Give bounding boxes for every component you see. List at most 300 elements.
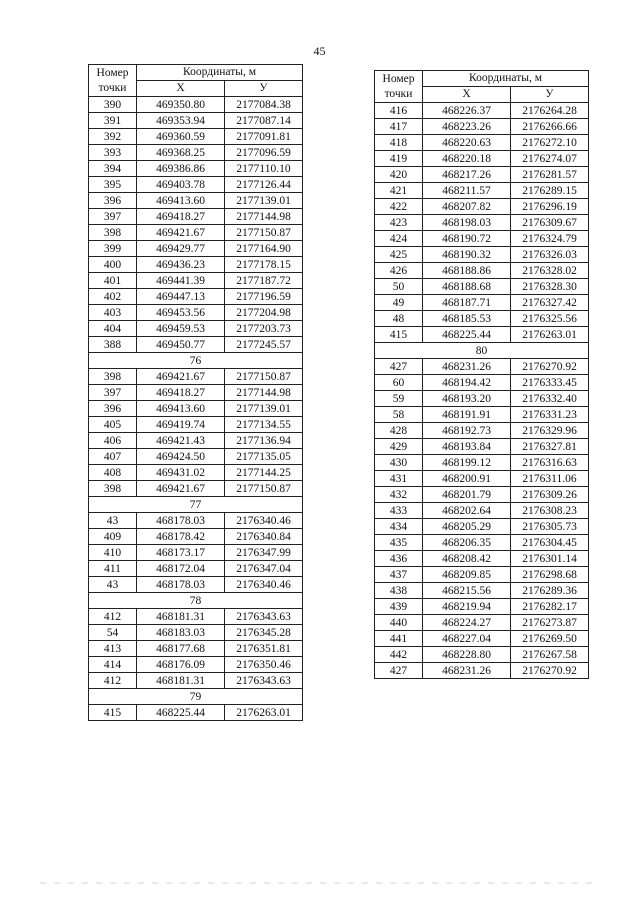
point-number-cell: 435 xyxy=(375,535,423,551)
point-number-header xyxy=(375,71,423,103)
point-number-cell: 427 xyxy=(375,663,423,679)
table-row xyxy=(89,97,303,113)
table-row xyxy=(89,545,303,561)
x-coordinate-cell: 469421.67 xyxy=(137,481,225,497)
point-number-cell: 427 xyxy=(375,359,423,375)
table-row xyxy=(89,129,303,145)
y-coordinate-cell: 2176289.36 xyxy=(511,583,589,599)
table-row xyxy=(375,135,589,151)
x-coordinate-cell: 469421.67 xyxy=(137,369,225,385)
y-coordinate-cell: 2176269.50 xyxy=(511,631,589,647)
table-row xyxy=(89,161,303,177)
x-coordinate-cell: 469413.60 xyxy=(137,193,225,209)
x-coordinate-cell: 468190.72 xyxy=(423,231,511,247)
y-coordinate-cell: 2176316.63 xyxy=(511,455,589,471)
x-coordinate-cell: 469459.53 xyxy=(137,321,225,337)
table-row xyxy=(375,215,589,231)
x-coordinate-cell: 468187.71 xyxy=(423,295,511,311)
coordinates-header: Координаты, м xyxy=(137,65,303,81)
point-number-cell: 43 xyxy=(89,513,137,529)
y-header: У xyxy=(511,87,589,103)
table-row xyxy=(89,465,303,481)
y-coordinate-cell: 2176327.42 xyxy=(511,295,589,311)
point-number-cell: 425 xyxy=(375,247,423,263)
table-row xyxy=(89,225,303,241)
x-coordinate-cell: 469386.86 xyxy=(137,161,225,177)
point-number-cell: 394 xyxy=(89,161,137,177)
y-coordinate-cell: 2177144.98 xyxy=(225,385,303,401)
point-number-cell: 43 xyxy=(89,577,137,593)
table-row xyxy=(375,279,589,295)
x-coordinate-cell: 468201.79 xyxy=(423,487,511,503)
y-coordinate-cell: 2176350.46 xyxy=(225,657,303,673)
y-coordinate-cell: 2176340.46 xyxy=(225,577,303,593)
point-number-cell: 434 xyxy=(375,519,423,535)
x-coordinate-cell: 469450.77 xyxy=(137,337,225,353)
x-coordinate-cell: 469424.50 xyxy=(137,449,225,465)
y-coordinate-cell: 2177139.01 xyxy=(225,401,303,417)
x-coordinate-cell: 468198.03 xyxy=(423,215,511,231)
x-coordinate-cell: 469360.59 xyxy=(137,129,225,145)
x-coordinate-cell: 468178.42 xyxy=(137,529,225,545)
y-coordinate-cell: 2177187.72 xyxy=(225,273,303,289)
y-coordinate-cell: 2177096.59 xyxy=(225,145,303,161)
table-row xyxy=(375,615,589,631)
x-coordinate-cell: 468223.26 xyxy=(423,119,511,135)
section-number: 80 xyxy=(375,343,589,359)
x-coordinate-cell: 469431.02 xyxy=(137,465,225,481)
y-coordinate-cell: 2177196.59 xyxy=(225,289,303,305)
table-row xyxy=(375,375,589,391)
y-coordinate-cell: 2177164.90 xyxy=(225,241,303,257)
coordinates-table-left xyxy=(88,64,303,721)
y-coordinate-cell: 2176273.87 xyxy=(511,615,589,631)
point-number-cell: 404 xyxy=(89,321,137,337)
point-number-cell: 49 xyxy=(375,295,423,311)
y-coordinate-cell: 2176345.28 xyxy=(225,625,303,641)
point-number-cell: 432 xyxy=(375,487,423,503)
table-row xyxy=(89,193,303,209)
point-number-cell: 392 xyxy=(89,129,137,145)
y-coordinate-cell: 2176329.96 xyxy=(511,423,589,439)
x-coordinate-cell: 468220.63 xyxy=(423,135,511,151)
x-coordinate-cell: 468178.03 xyxy=(137,577,225,593)
coordinates-table-right xyxy=(374,70,589,679)
x-coordinate-cell: 468228.80 xyxy=(423,647,511,663)
table-row xyxy=(89,273,303,289)
y-coordinate-cell: 2177204.98 xyxy=(225,305,303,321)
point-number-cell: 410 xyxy=(89,545,137,561)
table-row xyxy=(89,529,303,545)
point-number-cell: 397 xyxy=(89,385,137,401)
x-coordinate-cell: 468172.04 xyxy=(137,561,225,577)
x-coordinate-cell: 468176.09 xyxy=(137,657,225,673)
table-row xyxy=(375,263,589,279)
x-coordinate-cell: 468205.29 xyxy=(423,519,511,535)
x-coordinate-cell: 469403.78 xyxy=(137,177,225,193)
point-number-cell: 398 xyxy=(89,481,137,497)
x-coordinate-cell: 469429.77 xyxy=(137,241,225,257)
section-row xyxy=(89,353,303,369)
y-coordinate-cell: 2176263.01 xyxy=(225,705,303,721)
point-number-cell: 418 xyxy=(375,135,423,151)
point-number-cell: 433 xyxy=(375,503,423,519)
y-coordinate-cell: 2176308.23 xyxy=(511,503,589,519)
y-coordinate-cell: 2176343.63 xyxy=(225,609,303,625)
x-coordinate-cell: 468188.68 xyxy=(423,279,511,295)
point-number-cell: 401 xyxy=(89,273,137,289)
y-coordinate-cell: 2176328.30 xyxy=(511,279,589,295)
y-coordinate-cell: 2176333.45 xyxy=(511,375,589,391)
y-coordinate-cell: 2176296.19 xyxy=(511,199,589,215)
point-number-cell: 391 xyxy=(89,113,137,129)
x-coordinate-cell: 468208.42 xyxy=(423,551,511,567)
table-row xyxy=(375,487,589,503)
point-number-cell: 431 xyxy=(375,471,423,487)
table-row xyxy=(89,289,303,305)
point-number-cell: 413 xyxy=(89,641,137,657)
y-coordinate-cell: 2177126.44 xyxy=(225,177,303,193)
point-number-cell: 437 xyxy=(375,567,423,583)
point-number-cell: 442 xyxy=(375,647,423,663)
x-coordinate-cell: 468193.20 xyxy=(423,391,511,407)
y-coordinate-cell: 2176304.45 xyxy=(511,535,589,551)
point-number-cell: 415 xyxy=(89,705,137,721)
table-row xyxy=(375,359,589,375)
table-row xyxy=(375,455,589,471)
x-header: X xyxy=(137,81,225,97)
table-row xyxy=(375,151,589,167)
table-row xyxy=(89,385,303,401)
point-number-cell: 400 xyxy=(89,257,137,273)
x-coordinate-cell: 468185.53 xyxy=(423,311,511,327)
scan-artifact xyxy=(40,882,600,884)
point-number-cell: 60 xyxy=(375,375,423,391)
point-number-cell: 411 xyxy=(89,561,137,577)
y-coordinate-cell: 2176309.67 xyxy=(511,215,589,231)
x-coordinate-cell: 468190.32 xyxy=(423,247,511,263)
table-row xyxy=(89,577,303,593)
point-number-cell: 421 xyxy=(375,183,423,199)
x-coordinate-cell: 468194.42 xyxy=(423,375,511,391)
x-coordinate-cell: 468206.35 xyxy=(423,535,511,551)
y-coordinate-cell: 2176301.14 xyxy=(511,551,589,567)
x-coordinate-cell: 468202.64 xyxy=(423,503,511,519)
section-number: 78 xyxy=(89,593,303,609)
table-row xyxy=(89,481,303,497)
x-coordinate-cell: 468220.18 xyxy=(423,151,511,167)
x-coordinate-cell: 468181.31 xyxy=(137,673,225,689)
point-number-cell: 423 xyxy=(375,215,423,231)
point-number-cell: 430 xyxy=(375,455,423,471)
y-coordinate-cell: 2177084.38 xyxy=(225,97,303,113)
x-coordinate-cell: 468191.91 xyxy=(423,407,511,423)
x-coordinate-cell: 469413.60 xyxy=(137,401,225,417)
y-coordinate-cell: 2177087.14 xyxy=(225,113,303,129)
y-coordinate-cell: 2176347.04 xyxy=(225,561,303,577)
y-coordinate-cell: 2176343.63 xyxy=(225,673,303,689)
table-row xyxy=(89,625,303,641)
y-coordinate-cell: 2176270.92 xyxy=(511,663,589,679)
point-number-cell: 48 xyxy=(375,311,423,327)
table-row xyxy=(89,369,303,385)
coordinates-header: Координаты, м xyxy=(423,71,589,87)
y-coordinate-cell: 2176305.73 xyxy=(511,519,589,535)
point-number-cell: 58 xyxy=(375,407,423,423)
point-number-cell: 424 xyxy=(375,231,423,247)
y-coordinate-cell: 2177245.57 xyxy=(225,337,303,353)
point-number-cell: 408 xyxy=(89,465,137,481)
x-coordinate-cell: 468231.26 xyxy=(423,663,511,679)
y-coordinate-cell: 2177134.55 xyxy=(225,417,303,433)
table-row xyxy=(375,471,589,487)
table-row xyxy=(89,705,303,721)
section-number: 76 xyxy=(89,353,303,369)
y-coordinate-cell: 2177091.81 xyxy=(225,129,303,145)
x-coordinate-cell: 468181.31 xyxy=(137,609,225,625)
point-number-cell: 398 xyxy=(89,369,137,385)
x-coordinate-cell: 468209.85 xyxy=(423,567,511,583)
x-coordinate-cell: 469350.80 xyxy=(137,97,225,113)
point-number-header xyxy=(89,65,137,97)
y-coordinate-cell: 2176328.02 xyxy=(511,263,589,279)
table-row xyxy=(375,567,589,583)
x-coordinate-cell: 468188.86 xyxy=(423,263,511,279)
y-coordinate-cell: 2176263.01 xyxy=(511,327,589,343)
y-coordinate-cell: 2176270.92 xyxy=(511,359,589,375)
point-number-cell: 412 xyxy=(89,673,137,689)
x-coordinate-cell: 469418.27 xyxy=(137,385,225,401)
point-number-cell: 420 xyxy=(375,167,423,183)
table-row xyxy=(375,535,589,551)
page-number: 45 xyxy=(313,44,326,58)
point-number-cell: 59 xyxy=(375,391,423,407)
table-row xyxy=(89,113,303,129)
x-coordinate-cell: 469421.67 xyxy=(137,225,225,241)
section-row xyxy=(89,689,303,705)
point-number-cell: 440 xyxy=(375,615,423,631)
point-number-cell: 417 xyxy=(375,119,423,135)
table-row xyxy=(375,439,589,455)
y-coordinate-cell: 2176324.79 xyxy=(511,231,589,247)
y-coordinate-cell: 2176281.57 xyxy=(511,167,589,183)
x-header: X xyxy=(423,87,511,103)
y-coordinate-cell: 2177144.25 xyxy=(225,465,303,481)
table-row xyxy=(89,209,303,225)
point-number-cell: 416 xyxy=(375,103,423,119)
x-coordinate-cell: 468225.44 xyxy=(137,705,225,721)
table-row xyxy=(375,407,589,423)
y-coordinate-cell: 2176282.17 xyxy=(511,599,589,615)
table-row xyxy=(89,513,303,529)
y-coordinate-cell: 2177150.87 xyxy=(225,481,303,497)
table-row xyxy=(375,247,589,263)
y-coordinate-cell: 2176331.23 xyxy=(511,407,589,423)
point-number-cell: 438 xyxy=(375,583,423,599)
x-coordinate-cell: 468217.26 xyxy=(423,167,511,183)
table-row xyxy=(89,641,303,657)
table-row xyxy=(89,257,303,273)
point-number-cell: 406 xyxy=(89,433,137,449)
y-coordinate-cell: 2176347.99 xyxy=(225,545,303,561)
x-coordinate-cell: 468207.82 xyxy=(423,199,511,215)
point-number-cell: 439 xyxy=(375,599,423,615)
table-row xyxy=(89,561,303,577)
x-coordinate-cell: 469436.23 xyxy=(137,257,225,273)
x-coordinate-cell: 469453.56 xyxy=(137,305,225,321)
table-row xyxy=(375,423,589,439)
table-row xyxy=(375,647,589,663)
table-row xyxy=(375,183,589,199)
point-number-cell: 429 xyxy=(375,439,423,455)
table-row xyxy=(375,391,589,407)
x-coordinate-cell: 468215.56 xyxy=(423,583,511,599)
point-number-cell: 403 xyxy=(89,305,137,321)
x-coordinate-cell: 469441.39 xyxy=(137,273,225,289)
y-coordinate-cell: 2176298.68 xyxy=(511,567,589,583)
point-number-cell: 398 xyxy=(89,225,137,241)
x-coordinate-cell: 469368.25 xyxy=(137,145,225,161)
y-coordinate-cell: 2176340.46 xyxy=(225,513,303,529)
y-coordinate-cell: 2176274.07 xyxy=(511,151,589,167)
table-row xyxy=(375,519,589,535)
table-row xyxy=(375,295,589,311)
table-row xyxy=(89,337,303,353)
point-number-cell: 399 xyxy=(89,241,137,257)
x-coordinate-cell: 468183.03 xyxy=(137,625,225,641)
table-row xyxy=(89,609,303,625)
y-header: У xyxy=(225,81,303,97)
x-coordinate-cell: 468224.27 xyxy=(423,615,511,631)
table-row xyxy=(375,167,589,183)
section-number: 79 xyxy=(89,689,303,705)
y-coordinate-cell: 2177178.15 xyxy=(225,257,303,273)
y-coordinate-cell: 2176309.26 xyxy=(511,487,589,503)
table-row xyxy=(375,103,589,119)
x-coordinate-cell: 468199.12 xyxy=(423,455,511,471)
x-coordinate-cell: 468211.57 xyxy=(423,183,511,199)
point-number-cell: 422 xyxy=(375,199,423,215)
x-coordinate-cell: 468178.03 xyxy=(137,513,225,529)
point-number-cell: 441 xyxy=(375,631,423,647)
y-coordinate-cell: 2176340.84 xyxy=(225,529,303,545)
table-row xyxy=(89,657,303,673)
y-coordinate-cell: 2176332.40 xyxy=(511,391,589,407)
x-coordinate-cell: 469419.74 xyxy=(137,417,225,433)
table-row xyxy=(375,583,589,599)
x-coordinate-cell: 468231.26 xyxy=(423,359,511,375)
y-coordinate-cell: 2177136.94 xyxy=(225,433,303,449)
point-number-cell: 415 xyxy=(375,327,423,343)
table-row xyxy=(375,631,589,647)
table-row xyxy=(89,241,303,257)
point-number-header-line2: точки xyxy=(384,87,413,100)
y-coordinate-cell: 2177150.87 xyxy=(225,225,303,241)
point-number-cell: 428 xyxy=(375,423,423,439)
point-number-cell: 393 xyxy=(89,145,137,161)
y-coordinate-cell: 2176264.28 xyxy=(511,103,589,119)
section-number: 77 xyxy=(89,497,303,513)
y-coordinate-cell: 2176311.06 xyxy=(511,471,589,487)
x-coordinate-cell: 469418.27 xyxy=(137,209,225,225)
table-row xyxy=(89,417,303,433)
table-row xyxy=(375,663,589,679)
table-row xyxy=(375,231,589,247)
table-row xyxy=(89,433,303,449)
table-row xyxy=(89,449,303,465)
table-row xyxy=(375,199,589,215)
x-coordinate-cell: 469353.94 xyxy=(137,113,225,129)
section-row xyxy=(89,497,303,513)
y-coordinate-cell: 2176327.81 xyxy=(511,439,589,455)
y-coordinate-cell: 2177135.05 xyxy=(225,449,303,465)
table-row xyxy=(89,305,303,321)
table-row xyxy=(375,311,589,327)
point-number-cell: 414 xyxy=(89,657,137,673)
point-number-cell: 405 xyxy=(89,417,137,433)
point-number-cell: 436 xyxy=(375,551,423,567)
x-coordinate-cell: 468226.37 xyxy=(423,103,511,119)
table-row xyxy=(89,401,303,417)
x-coordinate-cell: 469447.13 xyxy=(137,289,225,305)
y-coordinate-cell: 2176272.10 xyxy=(511,135,589,151)
point-number-header-line2: точки xyxy=(98,81,127,94)
y-coordinate-cell: 2176351.81 xyxy=(225,641,303,657)
y-coordinate-cell: 2177144.98 xyxy=(225,209,303,225)
table-row xyxy=(89,673,303,689)
y-coordinate-cell: 2177150.87 xyxy=(225,369,303,385)
y-coordinate-cell: 2177110.10 xyxy=(225,161,303,177)
point-number-cell: 426 xyxy=(375,263,423,279)
point-number-cell: 396 xyxy=(89,401,137,417)
y-coordinate-cell: 2176326.03 xyxy=(511,247,589,263)
point-number-header-line1: Номер xyxy=(382,72,415,85)
x-coordinate-cell: 468200.91 xyxy=(423,471,511,487)
section-row xyxy=(375,343,589,359)
point-number-cell: 409 xyxy=(89,529,137,545)
point-number-cell: 397 xyxy=(89,209,137,225)
table-row xyxy=(89,145,303,161)
y-coordinate-cell: 2177203.73 xyxy=(225,321,303,337)
x-coordinate-cell: 468227.04 xyxy=(423,631,511,647)
point-number-cell: 412 xyxy=(89,609,137,625)
point-number-cell: 50 xyxy=(375,279,423,295)
point-number-cell: 396 xyxy=(89,193,137,209)
section-row xyxy=(89,593,303,609)
table-row xyxy=(89,177,303,193)
x-coordinate-cell: 468193.84 xyxy=(423,439,511,455)
y-coordinate-cell: 2177139.01 xyxy=(225,193,303,209)
point-number-cell: 390 xyxy=(89,97,137,113)
y-coordinate-cell: 2176267.58 xyxy=(511,647,589,663)
x-coordinate-cell: 468225.44 xyxy=(423,327,511,343)
x-coordinate-cell: 468173.17 xyxy=(137,545,225,561)
y-coordinate-cell: 2176325.56 xyxy=(511,311,589,327)
table-row xyxy=(375,551,589,567)
point-number-cell: 407 xyxy=(89,449,137,465)
point-number-cell: 419 xyxy=(375,151,423,167)
table-row xyxy=(375,599,589,615)
point-number-cell: 388 xyxy=(89,337,137,353)
x-coordinate-cell: 468219.94 xyxy=(423,599,511,615)
y-coordinate-cell: 2176289.15 xyxy=(511,183,589,199)
x-coordinate-cell: 468192.73 xyxy=(423,423,511,439)
table-row xyxy=(89,321,303,337)
x-coordinate-cell: 469421.43 xyxy=(137,433,225,449)
point-number-cell: 54 xyxy=(89,625,137,641)
x-coordinate-cell: 468177.68 xyxy=(137,641,225,657)
point-number-cell: 395 xyxy=(89,177,137,193)
